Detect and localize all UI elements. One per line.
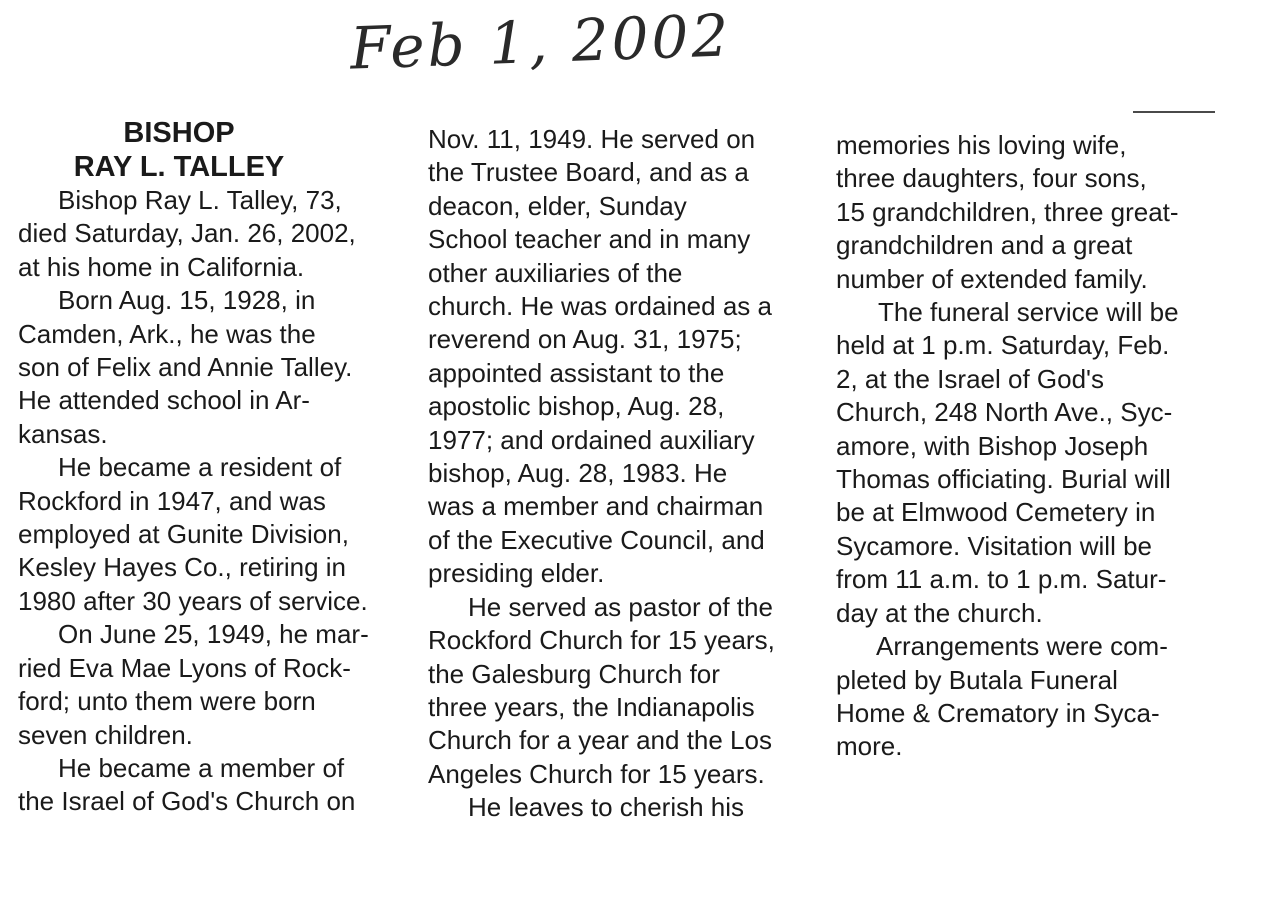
text-line: On June 25, 1949, he mar- bbox=[58, 619, 369, 650]
text-line: He attended school in Ar- bbox=[18, 385, 310, 416]
obituary-headline bbox=[23, 116, 335, 184]
text-line: church. He was ordained as a bbox=[428, 291, 772, 322]
text-line: the Trustee Board, and as a bbox=[428, 157, 749, 188]
text-line: presiding elder. bbox=[428, 558, 605, 589]
text-line: apostolic bishop, Aug. 28, bbox=[428, 391, 725, 422]
text-line: of the Executive Council, and bbox=[428, 524, 765, 555]
text-line: three daughters, four sons, bbox=[836, 163, 1147, 194]
text-line: day at the church. bbox=[836, 597, 1043, 628]
text-line: kansas. bbox=[18, 418, 108, 449]
text-line: more. bbox=[836, 731, 903, 762]
text-line: He served as pastor of the bbox=[468, 591, 773, 622]
text-line: Born Aug. 15, 1928, in bbox=[58, 285, 316, 316]
text-line: 2, at the Israel of God's bbox=[836, 363, 1104, 394]
obituary-column-1 bbox=[18, 116, 413, 819]
text-line: Sycamore. Visitation will be bbox=[836, 530, 1152, 561]
column-rule bbox=[1133, 111, 1215, 113]
text-line: 15 grandchildren, three great- bbox=[836, 196, 1179, 227]
text-line: was a member and chairman bbox=[428, 491, 764, 522]
text-line: Nov. 11, 1949. He served on bbox=[428, 124, 756, 154]
text-line: The funeral service will be bbox=[878, 297, 1179, 328]
text-line: seven children. bbox=[18, 719, 193, 750]
text-line: grandchildren and a great bbox=[836, 230, 1133, 261]
text-line: number of extended family. bbox=[836, 263, 1148, 294]
text-line: held at 1 p.m. Saturday, Feb. bbox=[836, 330, 1170, 361]
text-line: pleted by Butala Funeral bbox=[836, 664, 1118, 695]
text-line: Rockford in 1947, and was bbox=[18, 485, 326, 516]
text-line: bishop, Aug. 28, 1983. He bbox=[428, 458, 728, 489]
text-line: amore, with Bishop Joseph bbox=[836, 430, 1149, 461]
text-line: Church, 248 North Ave., Syc- bbox=[836, 397, 1173, 428]
text-line: died Saturday, Jan. 26, 2002, bbox=[18, 218, 356, 249]
text-line: Church for a year and the Los bbox=[428, 725, 772, 756]
text-line: other auxiliaries of the bbox=[428, 257, 683, 288]
text-line: three years, the Indianapolis bbox=[428, 691, 755, 722]
text-line: Bishop Ray L. Talley, 73, bbox=[58, 185, 342, 215]
text-line: He became a resident of bbox=[58, 452, 342, 483]
text-line: Home & Crematory in Syca- bbox=[836, 697, 1160, 728]
text-line: He became a member of bbox=[58, 752, 345, 783]
headline-line-1: BISHOP bbox=[123, 117, 235, 149]
text-line: appointed assistant to the bbox=[428, 357, 725, 388]
text-line: He leaves to cherish his bbox=[468, 792, 745, 823]
text-line: School teacher and in many bbox=[428, 224, 751, 255]
text-line: reverend on Aug. 31, 1975; bbox=[428, 324, 742, 355]
text-line: Rockford Church for 15 years, bbox=[428, 625, 775, 656]
text-line: son of Felix and Annie Talley. bbox=[18, 352, 353, 383]
text-line: Thomas officiating. Burial will bbox=[836, 464, 1171, 495]
text-line: the Galesburg Church for bbox=[428, 658, 720, 689]
text-line: the Israel of God's Church on bbox=[18, 786, 356, 817]
text-line: employed at Gunite Division, bbox=[18, 519, 349, 550]
text-line: deacon, elder, Sunday bbox=[428, 190, 687, 221]
text-line: Camden, Ark., he was the bbox=[18, 318, 316, 349]
text-line: at his home in California. bbox=[18, 251, 305, 282]
text-line: from 11 a.m. to 1 p.m. Satur- bbox=[836, 564, 1167, 595]
text-line: 1977; and ordained auxiliary bbox=[428, 424, 755, 455]
text-line: ried Eva Mae Lyons of Rock- bbox=[18, 652, 351, 683]
text-line: Kesley Hayes Co., retiring in bbox=[18, 552, 347, 583]
text-line: memories his loving wife, bbox=[836, 130, 1127, 160]
obituary-column-3 bbox=[836, 129, 1231, 764]
text-line: Angeles Church for 15 years. bbox=[428, 758, 765, 789]
text-line: ford; unto them were born bbox=[18, 686, 316, 717]
text-line: 1980 after 30 years of service. bbox=[18, 585, 368, 616]
handwritten-date: Feb 1, 2002 bbox=[348, 1, 733, 83]
text-line: be at Elmwood Cemetery in bbox=[836, 497, 1156, 528]
headline-line-2: RAY L. TALLEY bbox=[73, 151, 285, 183]
obituary-column-2 bbox=[428, 123, 823, 825]
text-line: Arrangements were com- bbox=[876, 631, 1168, 662]
